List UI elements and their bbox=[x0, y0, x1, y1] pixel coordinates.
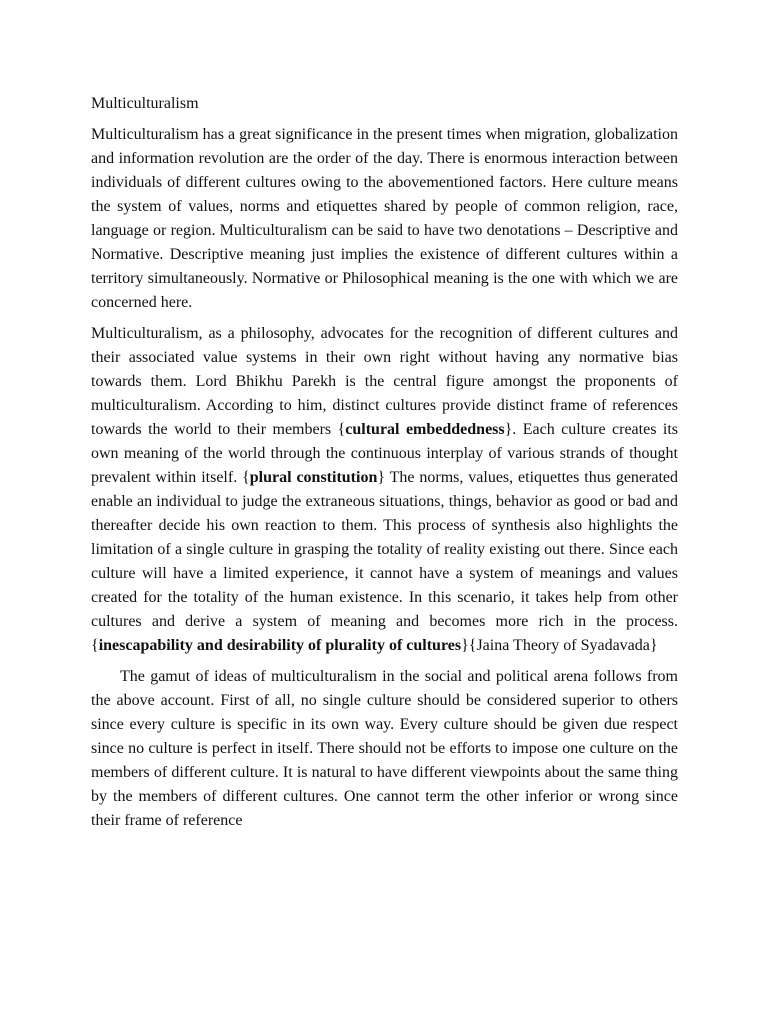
paragraph-text: Multiculturalism, as a philosophy, advocates for the recognition of different cultures and their associated value systems in their own right without having any normative bias towards them. Lord Bhikhu Parekh is the central figure amongst the proponents of multiculturalism. According to him, distinct cultures provide distinct frame of references towards the world to their members { bbox=[91, 325, 678, 438]
paragraph-text: }{Jaina Theory of Syadavada} bbox=[461, 637, 658, 654]
paragraph-text: The gamut of ideas of multiculturalism in the social and political arena follows from the above account. First of all, no single culture should be considered superior to others since every culture is specific in its own way. Every culture should be given due respect since no culture is perfect in itself. There should not be efforts to impose one culture on the members of different culture. It is natural to have different viewpoints about the same thing by the members of different cultures. One cannot term the other inferior or wrong since their frame of reference bbox=[91, 668, 678, 829]
document-page bbox=[91, 92, 678, 840]
bold-term-cultural-embeddedness: cultural embeddedness bbox=[345, 421, 505, 438]
document-title: Multiculturalism bbox=[91, 95, 199, 112]
bold-term-plurality-of-cultures: inescapability and desirability of plurality of cultures bbox=[98, 637, 462, 654]
paragraph-1 bbox=[91, 123, 678, 315]
paragraph-text: Multiculturalism has a great significance in the present times when migration, globalization and information revolution are the order of the day. There is enormous interaction between individuals of different cultures owing to the abovementioned factors. Here culture means the system of values, norms and etiquettes shared by people of common religion, race, language or region. Multiculturalism can be said to have two denotations – Descriptive and Normative. Descriptive meaning just implies the existence of different cultures within a territory simultaneously. Normative or Philosophical meaning is the one with which we are concerned here. bbox=[91, 126, 678, 311]
paragraph-text: }. Each culture creates its own meaning of the world through the continuous interplay of various strands of thought prevalent within itself. { bbox=[91, 421, 678, 486]
paragraph-3 bbox=[91, 665, 678, 833]
bold-term-plural-constitution: plural constitution bbox=[249, 469, 378, 486]
paragraph-2 bbox=[91, 322, 678, 658]
paragraph-text: } The norms, values, etiquettes thus generated enable an individual to judge the extraneous situations, things, behavior as good or bad and thereafter decide his own reaction to them. This process of synthesis also highlights the limitation of a single culture in grasping the totality of reality existing out there. Since each culture will have a limited experience, it cannot have a system of meanings and values created for the totality of the human existence. In this scenario, it takes help from other cultures and derive a system of meaning and becomes more rich in the process.{ bbox=[91, 469, 678, 654]
